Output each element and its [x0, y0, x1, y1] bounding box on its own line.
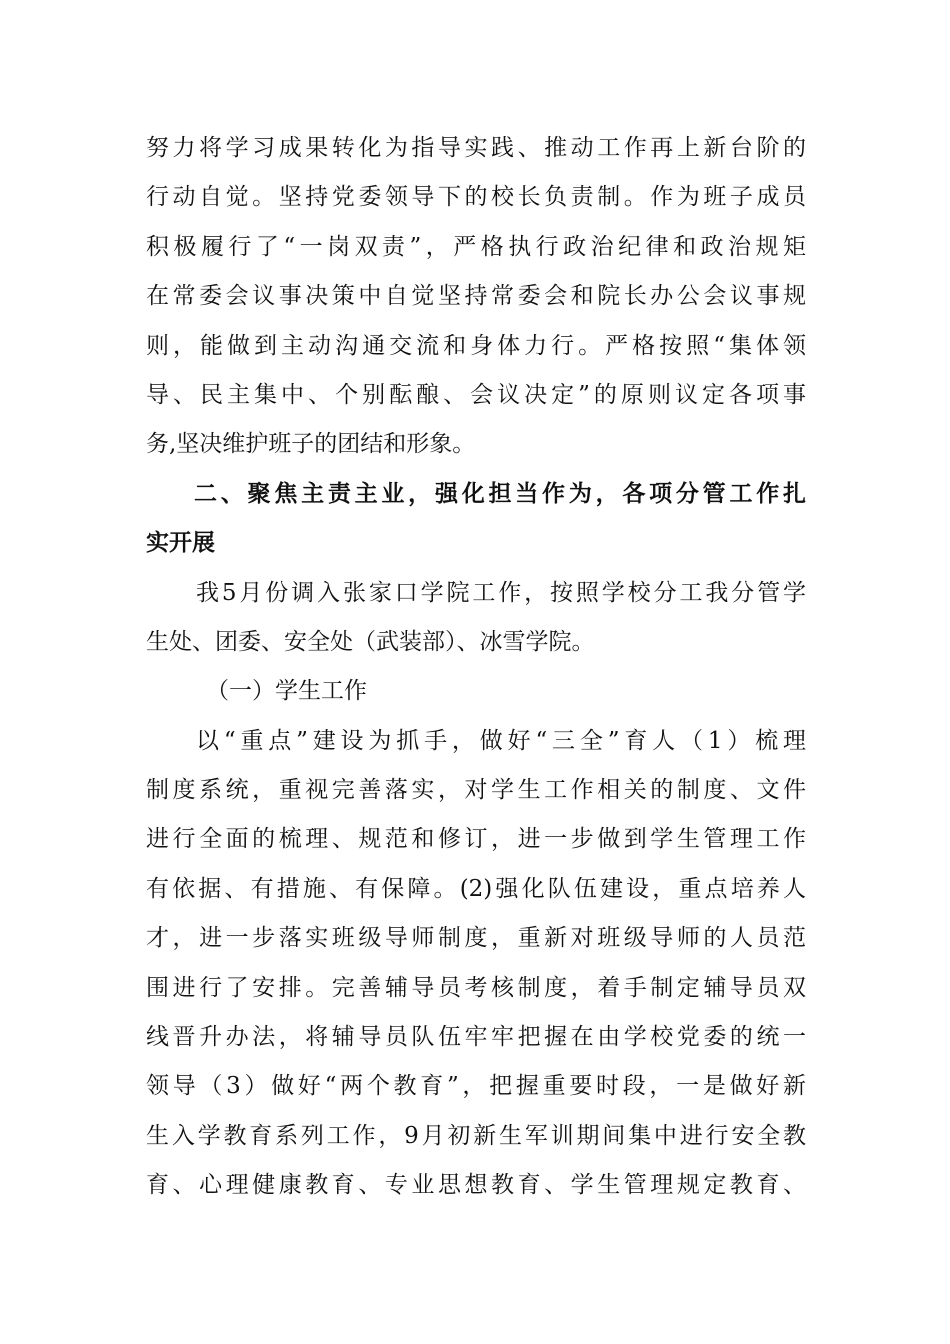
- paragraph-line: 线晋升办法，将辅导员队伍牢牢把握在由学校党委的统一: [146, 1024, 806, 1051]
- paragraph-line: 制度系统，重视完善落实，对学生工作相关的制度、文件: [146, 777, 806, 804]
- paragraph-line: 在常委会议事决策中自觉坚持常委会和院长办公会议事规: [146, 283, 806, 310]
- paragraph-line: 行动自觉。坚持党委领导下的校长负责制。作为班子成员: [146, 184, 806, 211]
- paragraph-line: 务,坚决维护班子的团结和形象。: [146, 431, 476, 458]
- document-body: [146, 124, 806, 1211]
- paragraph-line: 我5月份调入张家口学院工作，按照学校分工我分管学: [196, 579, 806, 606]
- paragraph-line: 生入学教育系列工作，9月初新生军训期间集中进行安全教: [146, 1122, 806, 1149]
- section-heading-line: 实开展: [146, 530, 215, 557]
- subsection-heading: （一）学生工作: [206, 678, 367, 705]
- paragraph-line: 领导（3）做好“两个教育”，把握重要时段，一是做好新: [146, 1073, 806, 1100]
- paragraph-line: 生处、团委、安全处（武装部）、冰雪学院。: [146, 628, 595, 655]
- paragraph-line: 才，进一步落实班级导师制度，重新对班级导师的人员范: [146, 925, 806, 952]
- paragraph-line: 以“重点”建设为抓手，做好“三全”育人（1）梳理: [196, 727, 806, 754]
- paragraph-line: 则，能做到主动沟通交流和身体力行。严格按照“集体领: [146, 332, 806, 359]
- paragraph-line: 导、民主集中、个别酝酿、会议决定”的原则议定各项事: [146, 381, 806, 408]
- paragraph-line: 进行全面的梳理、规范和修订，进一步做到学生管理工作: [146, 826, 806, 853]
- paragraph-line: 育、心理健康教育、专业思想教育、学生管理规定教育、: [146, 1172, 806, 1199]
- paragraph-line: 努力将学习成果转化为指导实践、推动工作再上新台阶的: [146, 135, 806, 161]
- paragraph-line: 有依据、有措施、有保障。(2)强化队伍建设，重点培养人: [146, 875, 806, 902]
- paragraph-line: 积极履行了“一岗双责”，严格执行政治纪律和政治规矩: [146, 233, 806, 260]
- paragraph-line: 围进行了安排。完善辅导员考核制度，着手制定辅导员双: [146, 974, 806, 1001]
- section-heading-line: 二、聚焦主责主业，强化担当作为，各项分管工作扎: [194, 480, 806, 507]
